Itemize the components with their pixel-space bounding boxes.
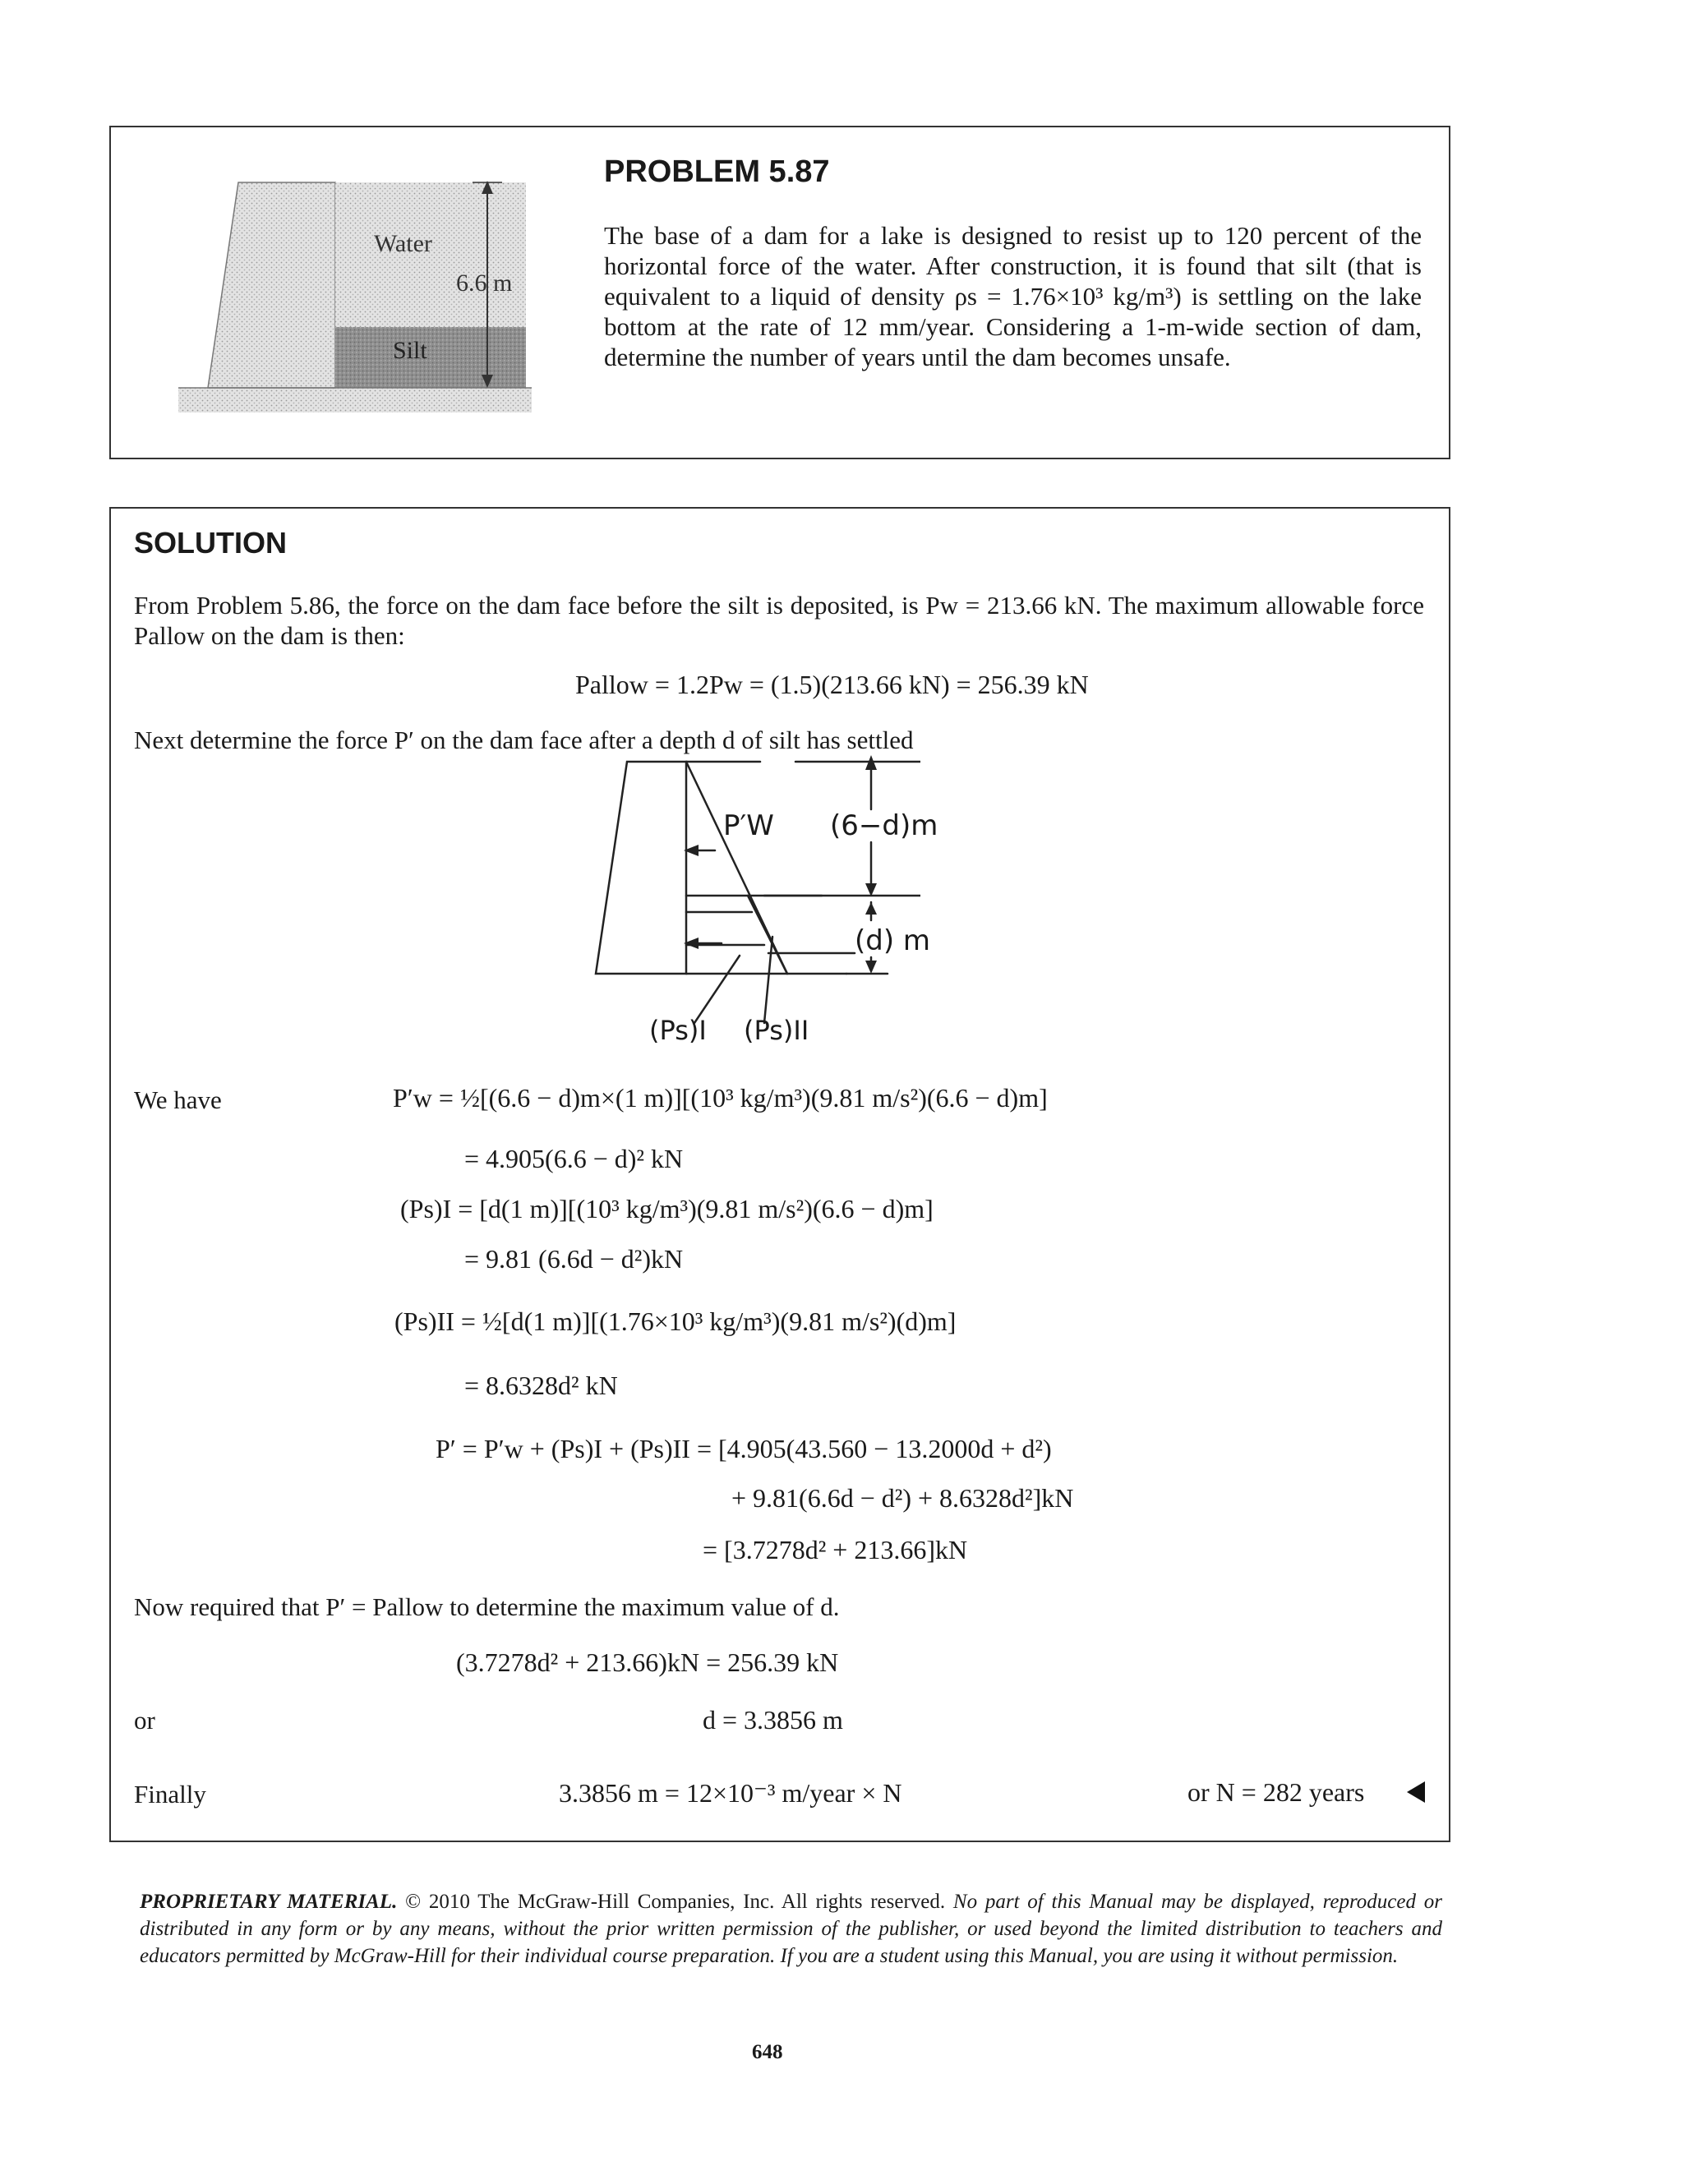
finally-label: Finally (134, 1780, 206, 1808)
height-label: 6.6 m (456, 270, 513, 297)
eq-sum-3: = [3.7278d² + 213.66]kN (703, 1535, 968, 1564)
free-body-sketch (575, 752, 920, 1048)
next-text: Next determine the force P′ on the dam face after a depth d of silt has settled (134, 726, 914, 754)
eq-ps2-result: = 8.6328d² kN (464, 1371, 618, 1400)
solution-title: SOLUTION (134, 526, 287, 560)
sketch-pw-label: P′W (723, 809, 774, 842)
solution-intro: From Problem 5.86, the force on the dam face before the silt is deposited, is Pw = 213.66 kN. The maximum allowable force Pallow on the dam is then: (134, 591, 1424, 650)
answer-marker-icon (1405, 1779, 1427, 1805)
page-number: 648 (752, 2041, 783, 2063)
eq-ps1: (Ps)I = [d(1 m)][(10³ kg/m³)(9.81 m/s²)(6.6 − d)m] (400, 1194, 934, 1223)
eq-final: 3.3856 m = 12×10⁻³ m/year × N (559, 1778, 902, 1808)
problem-statement: The base of a dam for a lake is designed to resist up to 120 percent of the horizontal force of the water. After construction, it is found that silt (that is equivalent to a liquid of density ρs = 1.76×10³ kg/m³) is settling on the lake bottom at the rate of 12 mm/year. Considering a 1-m-wide section of dam, determine the number of years until the dam becomes unsafe. (604, 221, 1422, 371)
required-text: Now required that P′ = Pallow to determine the maximum value of d. (134, 1592, 840, 1621)
sketch-top-dim: (6−d)m (830, 809, 938, 842)
dam-body (208, 182, 335, 388)
problem-title: PROBLEM 5.87 (604, 154, 830, 189)
eq-d: d = 3.3856 m (703, 1705, 843, 1735)
or-label: or (134, 1706, 155, 1735)
footer-notice (140, 1888, 1442, 1970)
final-answer: or N = 282 years (1187, 1777, 1365, 1807)
eq-ps2: (Ps)II = ½[d(1 m)][(1.76×10³ kg/m³)(9.81 m/s²)(d)m] (394, 1306, 957, 1336)
allow-equation: Pallow = 1.2Pw = (1.5)(213.66 kN) = 256.39 kN (575, 670, 1089, 699)
sketch-ps2-label: (Ps)II (744, 1015, 809, 1046)
eq-sum-1: P′ = P′w + (Ps)I + (Ps)II = [4.905(43.560 − 13.2000d + d²) (436, 1434, 1052, 1463)
silt-pressure-line (748, 896, 787, 974)
eq-pw: P′w = ½[(6.6 − d)m×(1 m)][(10³ kg/m³)(9.81 m/s²)(6.6 − d)m] (393, 1083, 1048, 1113)
footer-label: PROPRIETARY MATERIAL. (140, 1891, 398, 1913)
eq-pw-result: = 4.905(6.6 − d)² kN (464, 1144, 684, 1173)
eq-required: (3.7278d² + 213.66)kN = 256.39 kN (456, 1647, 839, 1677)
ground (178, 388, 532, 412)
footer-permission: No part of this Manual may be displayed, reproduced or distributed in any form or by any means, without the prior written permission of the publisher, or used beyond the limited distribution to teachers and educators permitted by McGraw-Hill for their individual course preparation. If you are a student using this Manual, you are using it without permission. (140, 1891, 1442, 1967)
solution-box (109, 507, 1450, 1842)
sketch-bottom-dim: (d) m (855, 924, 931, 957)
sketch-ps1-label: (Ps)I (649, 1015, 707, 1046)
dam-outline (596, 762, 686, 974)
water-region (335, 182, 526, 347)
footer-copyright: © 2010 The McGraw-Hill Companies, Inc. All rights reserved. (405, 1891, 946, 1913)
eq-sum-2: + 9.81(6.6d − d²) + 8.6328d²]kN (731, 1483, 1074, 1513)
water-label: Water (374, 230, 432, 257)
silt-layer (335, 327, 526, 388)
silt-label: Silt (393, 337, 427, 364)
we-have-label: We have (134, 1085, 222, 1114)
eq-ps1-result: = 9.81 (6.6d − d²)kN (464, 1244, 684, 1274)
